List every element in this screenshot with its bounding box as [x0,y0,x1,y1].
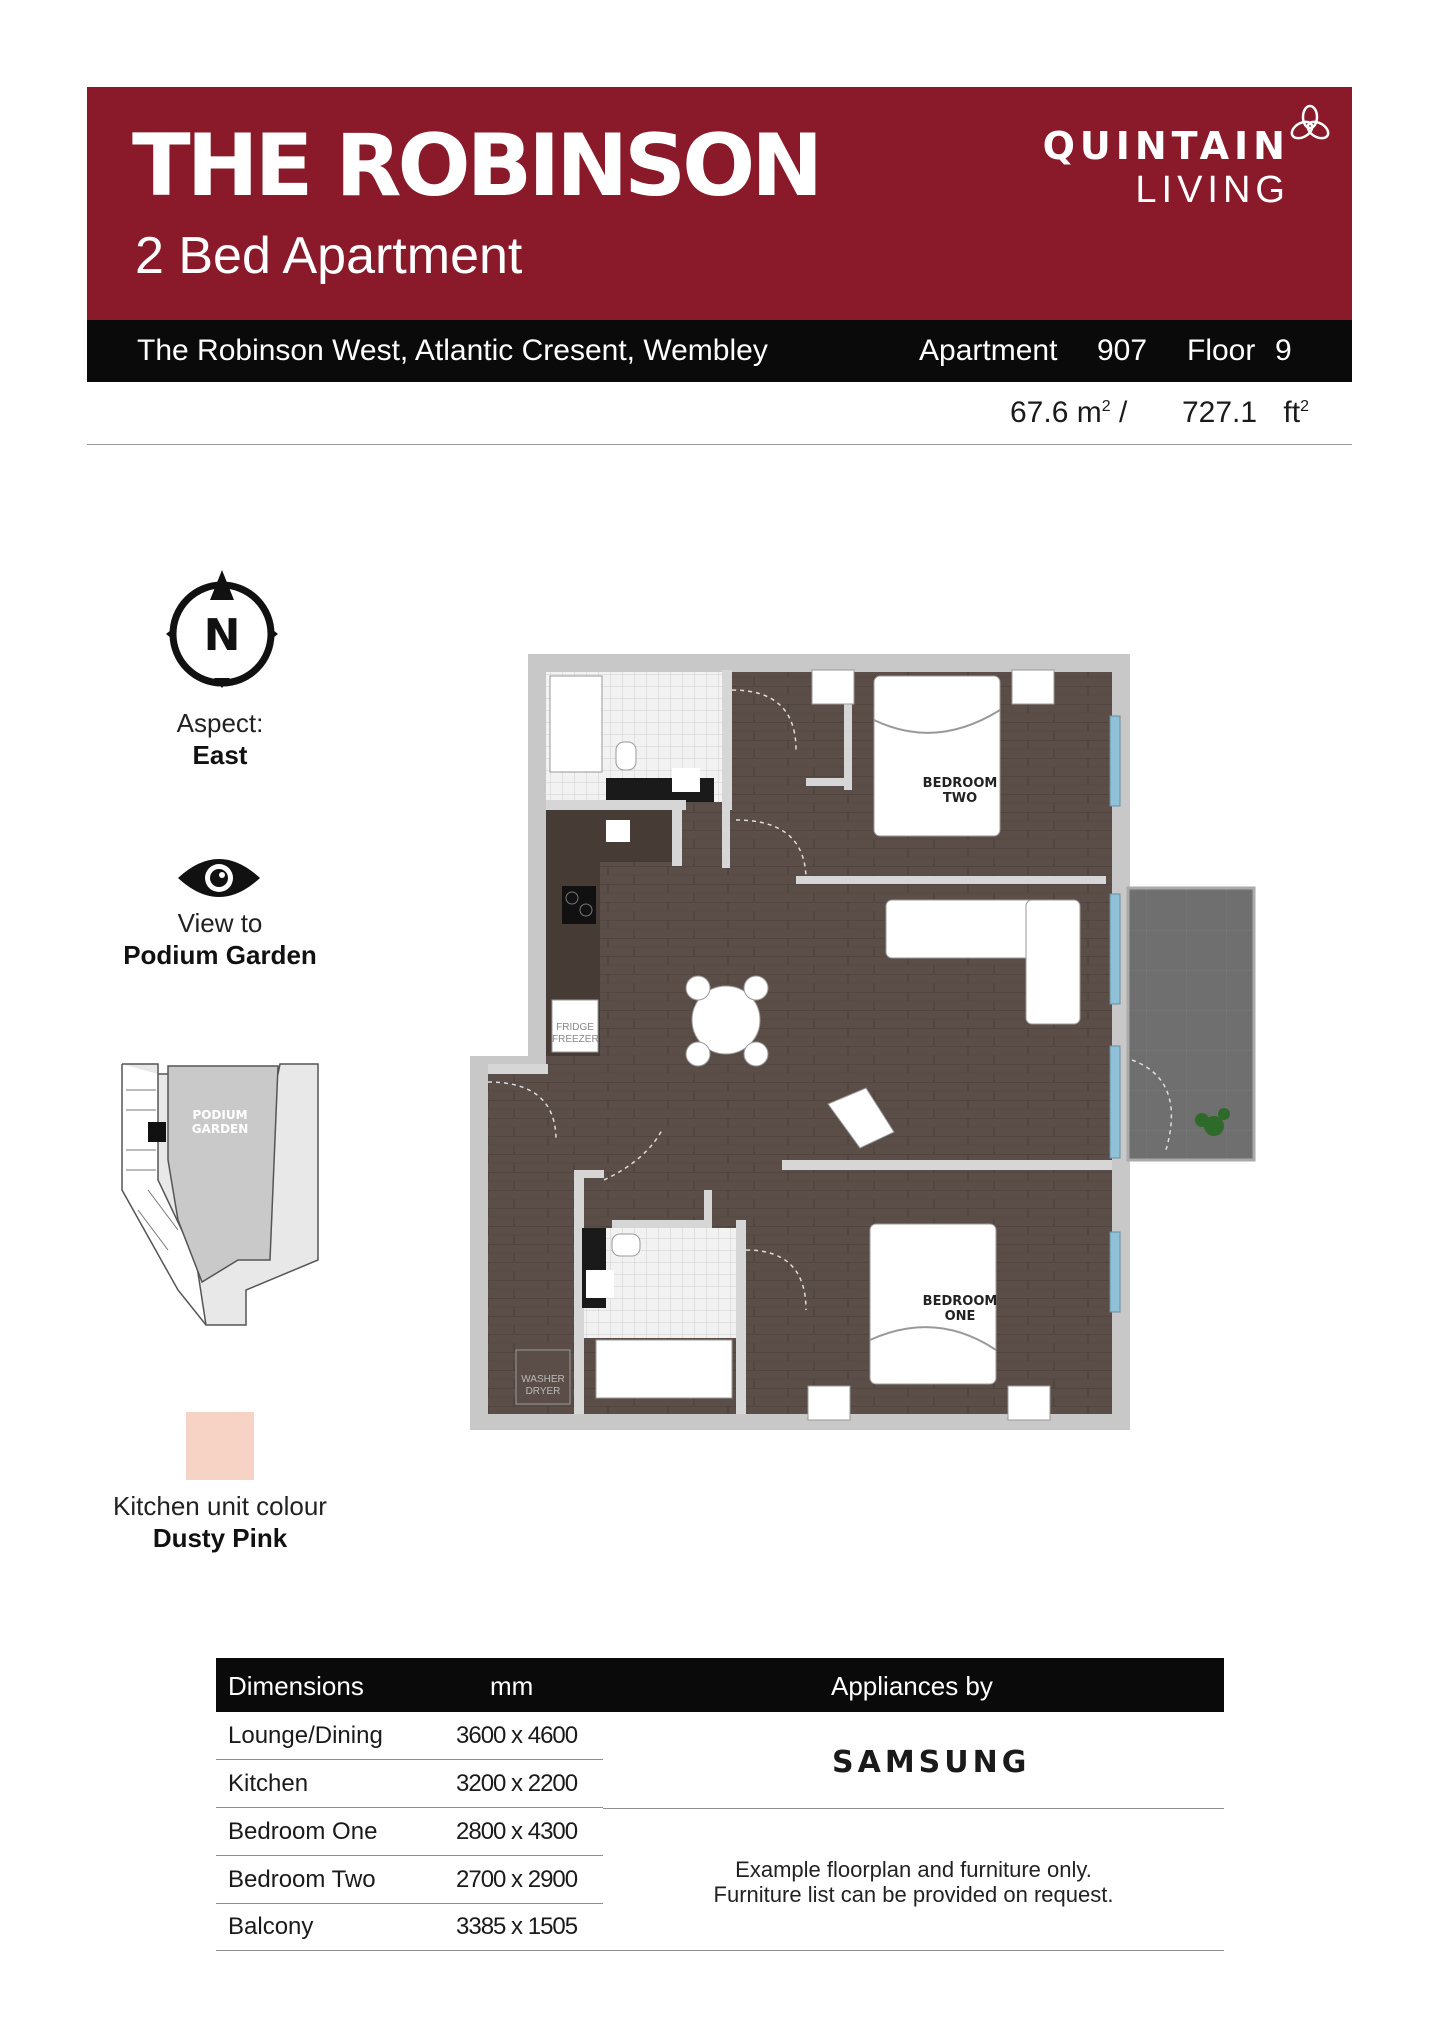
compass-north-icon [166,568,278,688]
row-room: Kitchen [228,1770,309,1797]
brand-line-2: LIVING [1135,169,1290,211]
page-title: THE ROBINSON [132,116,820,216]
note-line-2: Furniture list can be provided on request. [713,1882,1114,1907]
divider [87,444,1352,445]
room-label-bedroom-two-2: TWO [942,791,978,806]
table-row [216,1712,603,1760]
row-room: Bedroom Two [228,1866,376,1893]
header-dimensions: Dimensions [228,1671,364,1701]
area-separator: / [1118,396,1128,429]
aspect-label: Aspect: [176,708,264,738]
page-subtitle: 2 Bed Apartment [135,227,523,285]
eye-icon [176,854,262,902]
room-label-bedroom-one [902,1294,1018,1324]
divider [603,1950,1224,1951]
row-size: 3385 x 1505 [456,1913,578,1940]
view-label: View to [177,908,263,938]
site-plan-label-1: PODIUM [192,1108,248,1122]
row-size: 3200 x 2200 [456,1770,578,1797]
table-row [216,1903,603,1950]
row-size: 3600 x 4600 [456,1722,578,1749]
washer-label-1: WASHER [521,1374,565,1385]
floor-label: Floor [1187,334,1256,367]
fridge-label-1: FRIDGE [556,1022,594,1033]
area-sqft [1182,396,1309,430]
site-plan-label [180,1108,260,1136]
row-size: 2800 x 4300 [456,1818,578,1845]
address: The Robinson West, Atlantic Cresent, Wembley [137,334,768,367]
table-row [216,1856,603,1904]
apartment-label: Apartment [919,334,1058,367]
apartment-number: 907 [1097,334,1148,367]
aspect-value: East [192,740,248,770]
header-appliances: Appliances by [831,1671,993,1701]
room-label-bedroom-two [902,776,1018,806]
table-row [216,1808,603,1856]
view-value: Podium Garden [123,940,317,970]
samsung-logo: SAMSUNG [832,1745,1031,1780]
area-sqft-unit: ft [1283,396,1301,429]
area-sqm [1010,396,1127,430]
trefoil-logo-icon [1288,103,1332,147]
washer-dryer-label [516,1374,570,1398]
header-banner [87,87,1352,320]
area-sqft-value: 727.1 [1182,396,1258,429]
area-sqft-sup: 2 [1300,398,1309,415]
divider [216,1950,603,1951]
fridge-label-2: FREEZER [552,1034,599,1045]
area-sqm-unit: m [1076,396,1102,429]
header-mm: mm [490,1671,534,1701]
info-bar [87,320,1352,382]
site-plan-icon [118,1060,324,1330]
floor-number: 9 [1275,334,1292,367]
brand-line-1: QUINTAIN [1042,124,1290,168]
kitchen-colour-swatch [186,1412,254,1480]
area-sqm-value: 67.6 [1010,396,1069,429]
row-room: Bedroom One [228,1818,378,1845]
room-label-bedroom-two-1: BEDROOM [922,776,998,791]
row-room: Balcony [228,1913,314,1940]
svg-text:N: N [203,610,241,661]
table-row [216,1760,603,1808]
note-line-1: Example floorplan and furniture only. [735,1857,1092,1882]
fridge-freezer-label [552,1022,598,1046]
room-label-bedroom-one-2: ONE [944,1309,976,1324]
row-size: 2700 x 2900 [456,1866,578,1893]
kitchen-value: Dusty Pink [152,1523,288,1553]
divider [603,1808,1224,1809]
brand-logo-text [1042,124,1290,211]
area-sqm-sup: 2 [1101,398,1111,415]
disclaimer-note [603,1857,1224,1907]
table-header [216,1658,1224,1712]
site-plan-label-2: GARDEN [191,1122,249,1136]
kitchen-label: Kitchen unit colour [113,1491,327,1521]
washer-label-2: DRYER [525,1386,561,1397]
room-label-bedroom-one-1: BEDROOM [922,1294,998,1309]
row-room: Lounge/Dining [228,1722,383,1749]
